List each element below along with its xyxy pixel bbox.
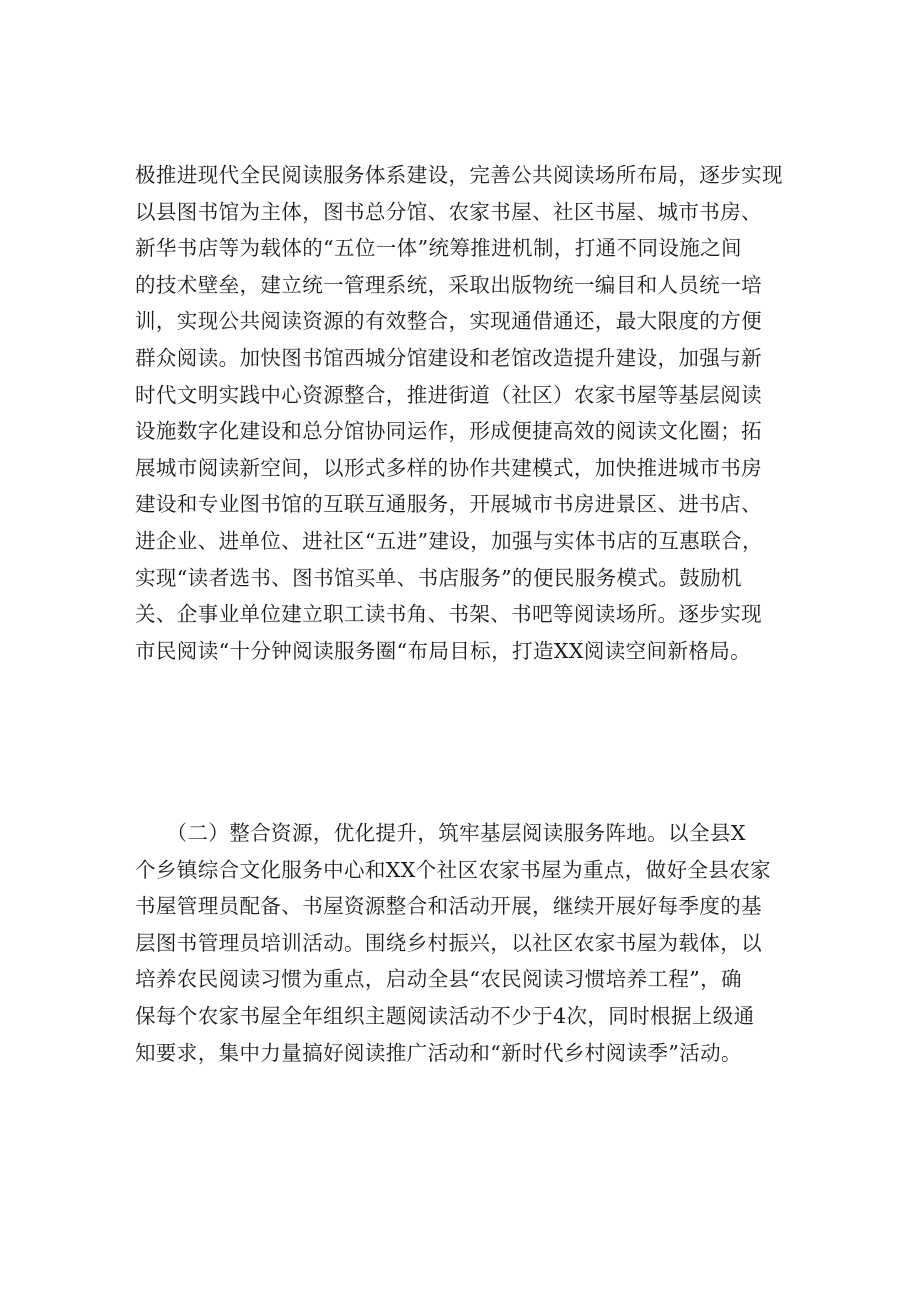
text-line: 建设和专业图书馆的互联互通服务，开展城市书房进景区、进书店、 (135, 492, 762, 517)
text-line: 群众阅读。加快图书馆西城分馆建设和老馆改造提升建设，加强与新 (135, 345, 762, 370)
section-heading-line: （二）整合资源，优化提升，筑牢基层阅读服务阵地。以全县X (135, 821, 746, 845)
text-line: 时代文明实践中心资源整合，推进街道（社区）农家书屋等基层阅读 (135, 382, 762, 407)
text-line: 以县图书馆为主体，图书总分馆、农家书屋、社区书屋、城市书房、 (135, 199, 762, 224)
text-line: 知要求，集中力量搞好阅读推广活动和“新时代乡村阅读季”活动。 (135, 1040, 742, 1065)
text-line: 书屋管理员配备、书屋资源整合和活动开展，继续开展好每季度的基 (135, 894, 762, 919)
text-line: 进企业、进单位、进社区“五进”建设，加强与实体书店的互惠联合， (135, 528, 763, 553)
text-line: 训，实现公共阅读资源的有效整合，实现通借通还，最大限度的方便 (135, 309, 762, 334)
text-line: 极推进现代全民阅读服务体系建设，完善公共阅读场所布局，逐步实现 (135, 163, 783, 187)
text-line: 展城市阅读新空间，以形式多样的协作共建模式，加快推进城市书房 (135, 455, 762, 480)
text-line: 培养农民阅读习惯为重点，启动全县“农民阅读习惯培养工程”，确 (135, 967, 742, 992)
text-line: 市民阅读“十分钟阅读服务圈“布局目标，打造XX阅读空间新格局。 (135, 638, 752, 663)
text-line: 层图书管理员培训活动。围绕乡村振兴，以社区农家书屋为载体，以 (135, 930, 762, 955)
text-line: 新华书店等为载体的“五位一体”统筹推进机制，打通不同设施之间 (135, 236, 742, 261)
paragraph-2 (135, 815, 795, 1071)
text-line: 的技术壁垒，建立统一管理系统，采取出版物统一编目和人员统一培 (135, 272, 762, 297)
text-line: 个乡镇综合文化服务中心和XX个社区农家书屋为重点，做好全县农家 (135, 857, 772, 882)
paragraph-1 (135, 157, 795, 669)
text-line: 关、企事业单位建立职工读书角、书架、书吧等阅读场所。逐步实现 (135, 602, 762, 627)
text-line: 设施数字化建设和总分馆协同运作，形成便捷高效的阅读文化圈；拓 (135, 419, 762, 444)
text-line: 实现“读者选书、图书馆买单、书店服务”的便民服务模式。鼓励机 (135, 565, 742, 590)
text-line: 保每个农家书屋全年组织主题阅读活动不少于4次，同时根据上级通 (135, 1003, 755, 1028)
